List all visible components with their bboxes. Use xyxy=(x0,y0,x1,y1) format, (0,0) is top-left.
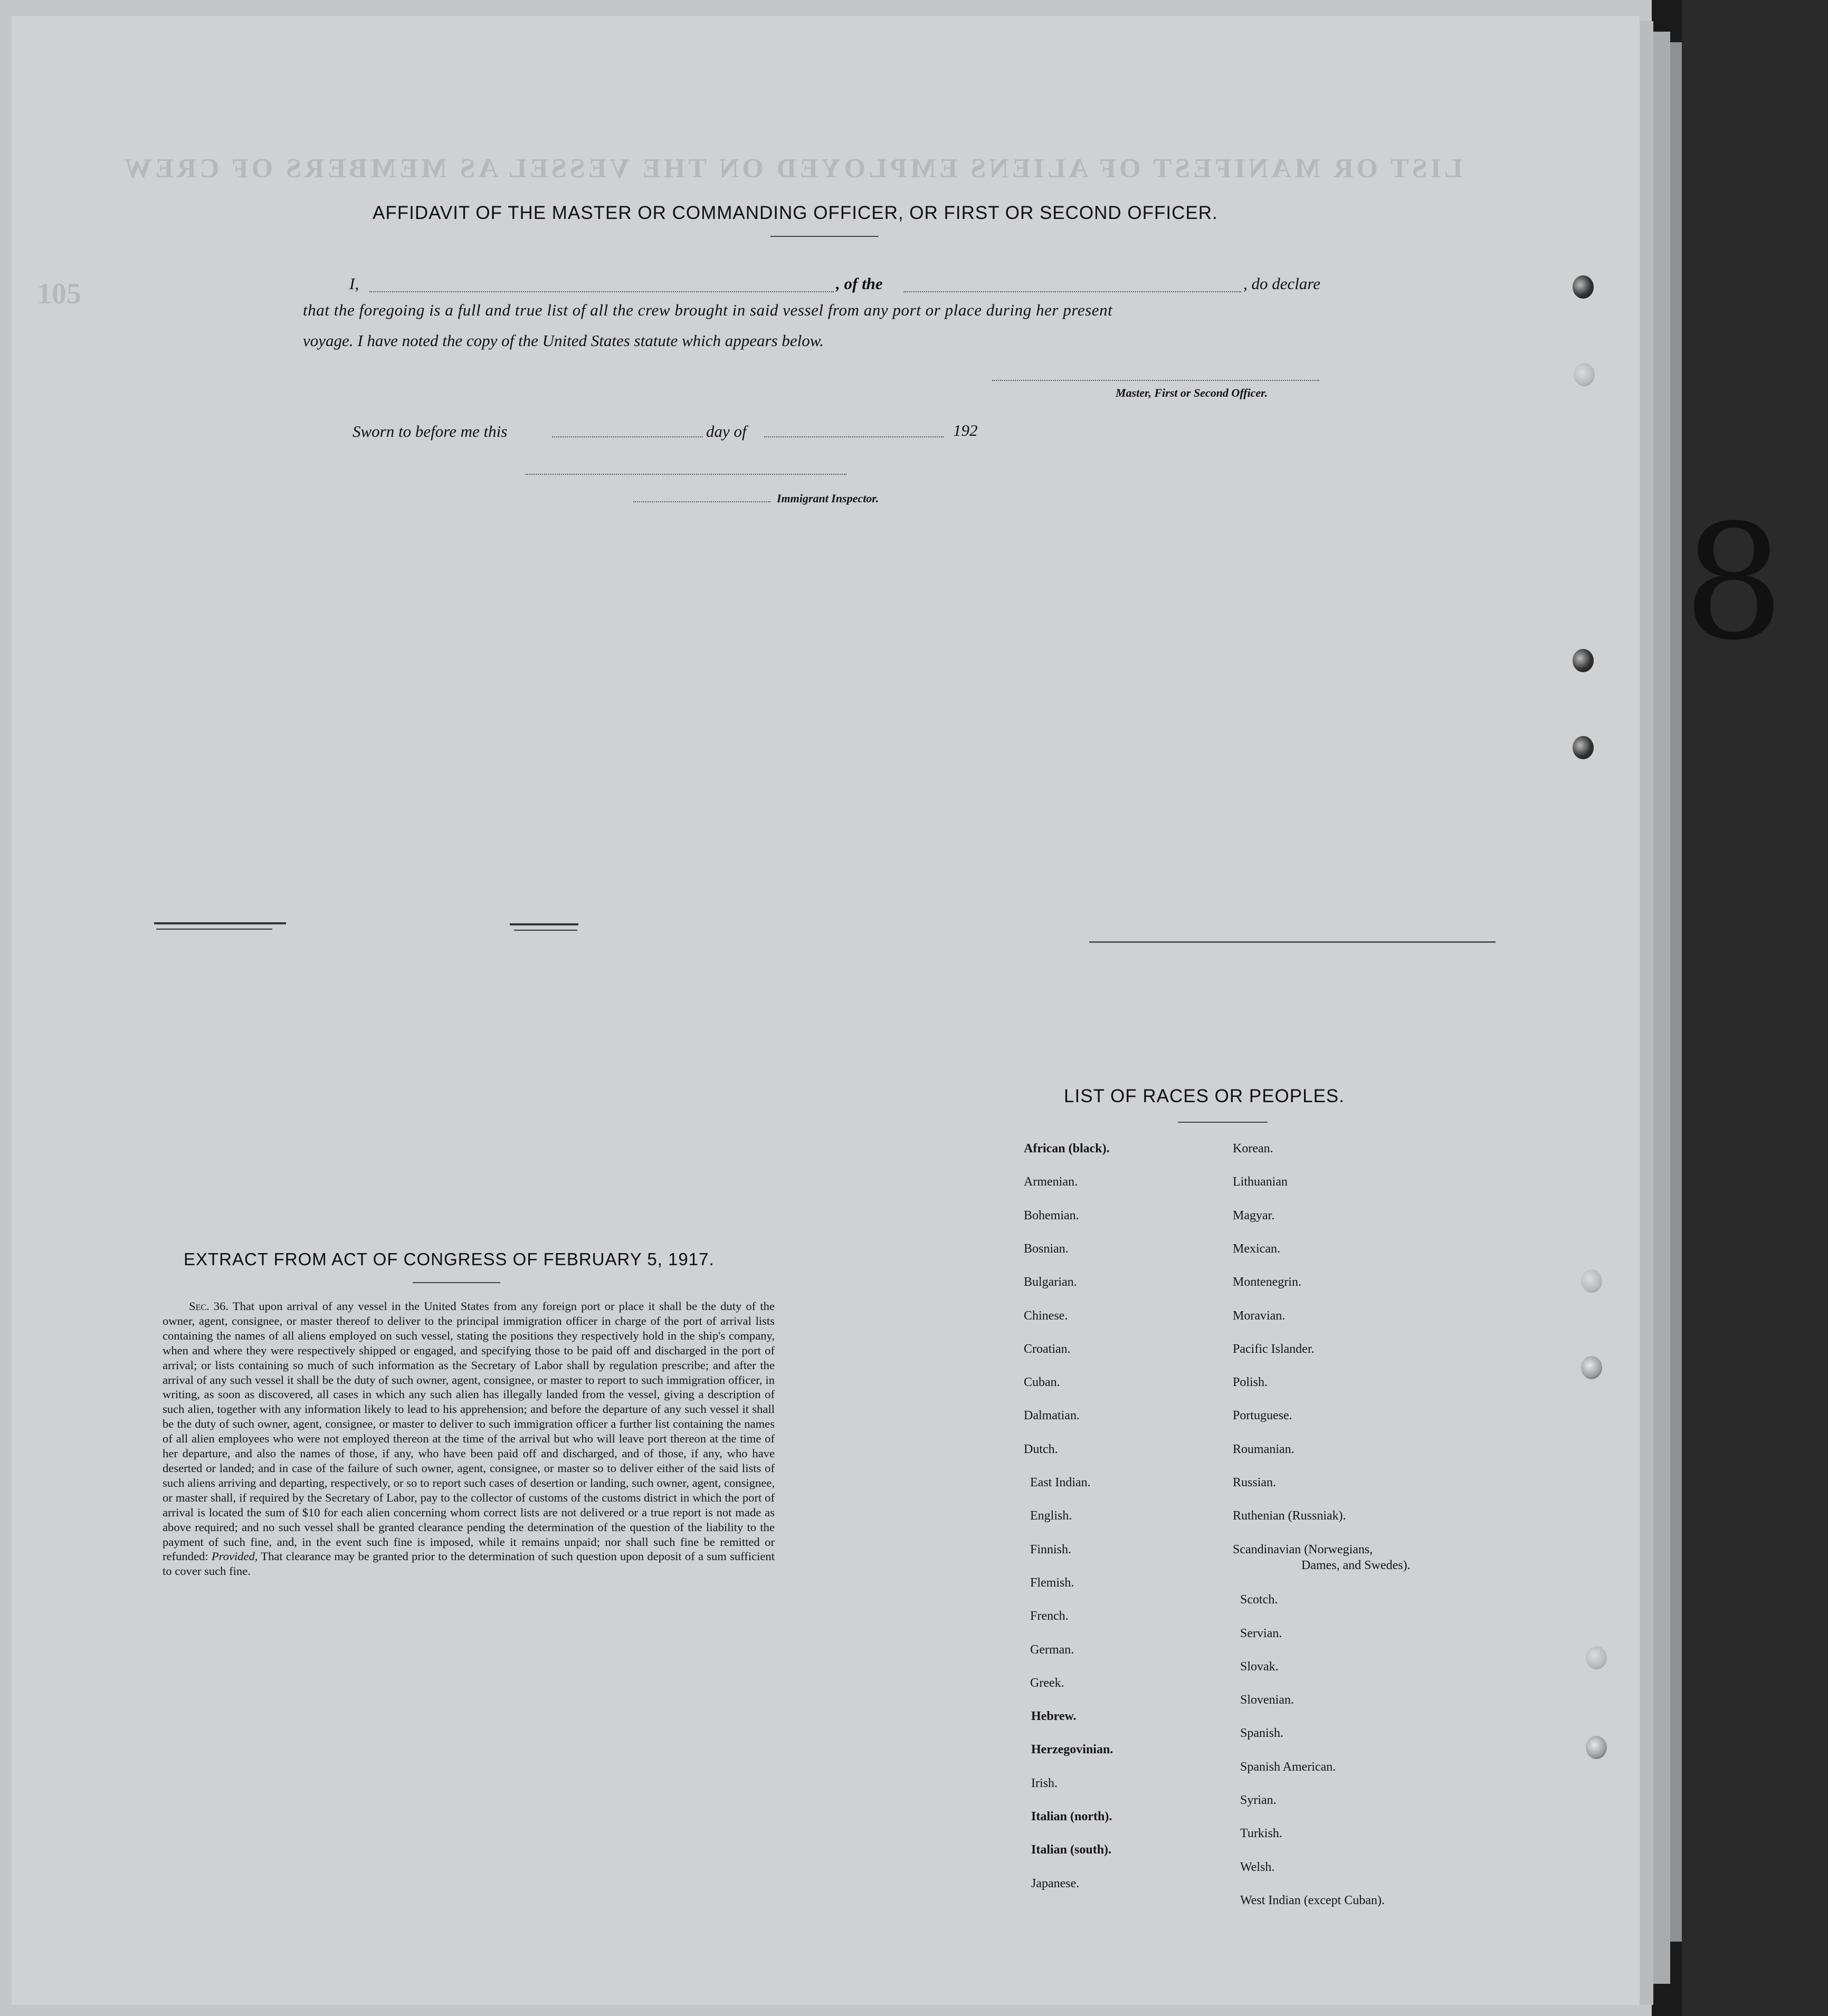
race-item: Welsh. xyxy=(1240,1860,1275,1874)
race-item: Bohemian. xyxy=(1024,1208,1079,1222)
binding-strip xyxy=(1682,0,1828,2016)
race-item: German. xyxy=(1030,1642,1074,1657)
punch-hole xyxy=(1574,363,1595,386)
race-item: Spanish American. xyxy=(1240,1760,1336,1774)
race-item: Greek. xyxy=(1030,1676,1064,1690)
provided-label: Provided, xyxy=(211,1550,258,1563)
race-item: Finnish. xyxy=(1030,1542,1072,1556)
affidavit-i-label: I, xyxy=(349,274,359,293)
race-item: Scandinavian (Norwegians, xyxy=(1233,1542,1373,1556)
inspector-signature-blank-2 xyxy=(633,501,770,502)
race-item: Spanish. xyxy=(1240,1726,1284,1741)
scratch-mark xyxy=(510,923,578,925)
title-underline xyxy=(770,236,879,237)
extract-underline xyxy=(413,1282,500,1283)
race-item: French. xyxy=(1030,1609,1069,1623)
race-item: Scotch. xyxy=(1240,1593,1278,1607)
punch-hole xyxy=(1573,649,1594,672)
affidavit-statement-line2: voyage. I have noted the copy of the United States statute which appears below. xyxy=(303,331,824,350)
scratch-mark xyxy=(1089,941,1496,943)
punch-hole xyxy=(1586,1646,1607,1669)
race-item: Dalmatian. xyxy=(1024,1409,1080,1423)
master-signature-blank xyxy=(992,380,1319,381)
page-number: 105 xyxy=(37,278,81,310)
punch-hole xyxy=(1586,1736,1607,1759)
vessel-name-blank xyxy=(903,291,1241,292)
section-body: That upon arrival of any vessel in the United States from any foreign port or place it shall be the duty of the owner, agent, consignee, or master thereof to deliver to the principal immigration officer in charge of the port of arrival lists containing the names of all aliens employed on such vessel, stating the positions they respectively hold in the ship's company, when and where they were respectively shipped or engaged, and specifying those to be paid off and discharged in the port of arrival; or lists containing so much of such information as the Secretary of Labor shall by regulation prescribe; and after the arrival of any such vessel it shall be the duty of such owner, agent, consignee, or master to report to such immigration officer, in writing, as soon as discovered, all cases in which any such alien has illegally landed from the vessel, giving a description of such alien, together with any information likely to lead to his apprehension; and before the departure of any such vessel it shall be the duty of such owner, agent, consignee, or master to deliver to such immigration officer a further list containing the names of all alien employees who were not employed thereon at the time of the arrival but who will leave port thereon at the time of her departure, and also the names of those, if any, who have been paid off and discharged, and of those, if any, who have deserted or landed; and in case of the failure of such owner, agent, consignee, or master so to deliver either of the said lists of such aliens arriving and departing, respectively, or so to report such cases of desertion or landing, such owner, agent, consignee, or master shall, if required by the Secretary of Labor, pay to the collector of customs of the customs district in which the port of arrival is located the sum of $10 for each alien concerning whom correct lists are not delivered or a true report is not made as above required; and no such vessel shall be granted clearance pending the determination of the question of the liability to the payment of such fine, and, in the event such fine is imposed, while it remains unpaid; nor shall such fine be remitted or refunded: xyxy=(163,1300,775,1563)
punch-hole xyxy=(1581,1356,1602,1379)
race-item: Bosnian. xyxy=(1024,1241,1069,1256)
binding-handwritten-figure: 8 xyxy=(1683,491,1784,675)
race-item: Slovenian. xyxy=(1240,1693,1294,1707)
race-item: Lithuanian xyxy=(1233,1175,1288,1189)
race-item: Japanese. xyxy=(1031,1876,1080,1890)
section-body-end: That clearance may be granted prior to the determination of such question upon deposit of a sum sufficient to cover such fine. xyxy=(163,1550,775,1578)
race-item: English. xyxy=(1030,1509,1072,1523)
race-item: West Indian (except Cuban). xyxy=(1240,1893,1385,1907)
act-section-text xyxy=(163,1299,775,1579)
race-item: Ruthenian (Russniak). xyxy=(1233,1509,1346,1523)
section-label: Sec. 36. xyxy=(189,1300,229,1313)
race-item: Slovak. xyxy=(1240,1659,1279,1674)
affidavit-of-the-label: , of the xyxy=(836,274,883,293)
race-item: Chinese. xyxy=(1024,1308,1068,1323)
inspector-signature-blank xyxy=(526,474,846,475)
master-signature-label: Master, First or Second Officer. xyxy=(1116,386,1268,399)
affidavit-title: AFFIDAVIT OF THE MASTER OR COMMANDING OFFICER, OR FIRST OR SECOND OFFICER. xyxy=(373,203,1218,223)
page-edge xyxy=(1640,21,1653,2005)
race-item: Italian (south). xyxy=(1031,1843,1112,1857)
scratch-mark xyxy=(514,930,577,931)
race-item: Flemish. xyxy=(1030,1575,1074,1590)
race-item: Syrian. xyxy=(1240,1793,1277,1807)
punch-hole xyxy=(1573,736,1594,759)
page-edge xyxy=(1670,42,1682,1942)
races-title: LIST OF RACES OR PEOPLES. xyxy=(1064,1086,1345,1106)
page-edge xyxy=(1653,32,1670,1984)
race-item: Portuguese. xyxy=(1233,1409,1292,1423)
race-item: Croatian. xyxy=(1024,1342,1071,1356)
sworn-day-blank xyxy=(552,436,703,437)
race-item: Servian. xyxy=(1240,1626,1282,1640)
day-of-label: day of xyxy=(706,422,747,441)
races-underline xyxy=(1178,1122,1268,1123)
punch-hole xyxy=(1581,1269,1602,1293)
sworn-month-blank xyxy=(764,436,944,437)
race-item: Mexican. xyxy=(1233,1241,1280,1256)
year-label: 192 xyxy=(953,421,978,439)
extract-title: EXTRACT FROM ACT OF CONGRESS OF FEBRUARY 5, 1917. xyxy=(184,1249,715,1269)
punch-hole xyxy=(1573,275,1594,299)
race-item: East Indian. xyxy=(1030,1476,1091,1489)
race-item: Pacific Islander. xyxy=(1233,1342,1315,1356)
race-item: Magyar. xyxy=(1233,1208,1275,1222)
race-item: Herzegovinian. xyxy=(1031,1743,1113,1757)
race-item: Irish. xyxy=(1031,1776,1058,1790)
race-item: Armenian. xyxy=(1024,1175,1078,1189)
race-item: Turkish. xyxy=(1240,1827,1282,1841)
affidavit-do-declare-label: , do declare xyxy=(1243,274,1321,293)
scratch-mark xyxy=(156,929,272,930)
race-item: Hebrew. xyxy=(1031,1709,1077,1724)
race-item: Cuban. xyxy=(1024,1375,1060,1390)
race-item: African (black). xyxy=(1024,1142,1110,1155)
bleed-through-text: LIST OR MANIFEST OF ALIENS EMPLOYED ON THE VESSEL AS MEMBERS OF CREW xyxy=(121,154,1463,184)
race-item: Russian. xyxy=(1233,1476,1277,1489)
race-item: Italian (north). xyxy=(1031,1810,1112,1823)
race-item: Polish. xyxy=(1233,1375,1268,1390)
race-item: Bulgarian. xyxy=(1024,1275,1077,1289)
race-item: Korean. xyxy=(1233,1142,1273,1155)
race-item: Roumanian. xyxy=(1233,1442,1294,1456)
race-item: Montenegrin. xyxy=(1233,1275,1301,1289)
race-item: Dutch. xyxy=(1024,1442,1058,1456)
sworn-label: Sworn to before me this xyxy=(353,422,508,441)
master-name-blank xyxy=(369,291,834,292)
race-item: Moravian. xyxy=(1233,1308,1286,1323)
inspector-label: Immigrant Inspector. xyxy=(777,492,879,505)
scratch-mark xyxy=(154,922,286,924)
race-item: Dames, and Swedes). xyxy=(1301,1558,1411,1572)
affidavit-statement-line1: that the foregoing is a full and true list of all the crew brought in said vessel from any port or place during her present xyxy=(303,301,1113,319)
